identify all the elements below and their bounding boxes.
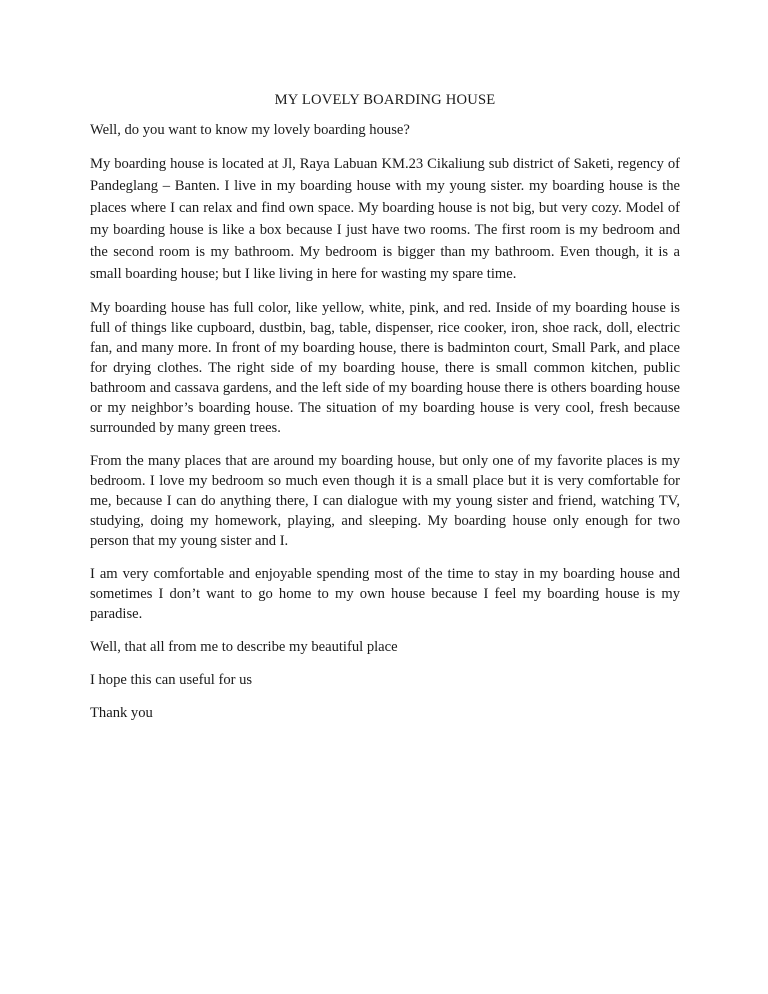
closing-paragraph: Well, that all from me to describe my beautiful place — [90, 639, 398, 655]
hope-paragraph: I hope this can useful for us — [90, 672, 253, 688]
location-paragraph: My boarding house is located at Jl, Raya Labuan KM.23 Cikaliung sub district of Saketi, regency of Pandeglang – Banten. I live in my boarding house with my young sister. my boarding house is the places where I can relax and find own space. My boarding house is not big, but very cozy. Model of my boarding house is like a box because I just have two rooms. The first room is my bedroom and the second room is my bathroom. My bedroom is bigger than my bathroom. Even though, it is a small boarding house; but I like living in here for wasting my spare time. — [90, 156, 680, 282]
intro-paragraph: Well, do you want to know my lovely boarding house? — [90, 122, 410, 138]
bedroom-paragraph: From the many places that are around my boarding house, but only one of my favorite places is my bedroom. I love my bedroom so much even though it is a small place but it is very comfortable for me, because I can do anything there, I can dialogue with my young sister and friend, watching TV, studying, doing my homework, playing, and sleeping. My boarding house only enough for two person that my young sister and I. — [90, 453, 680, 549]
document-body — [90, 90, 680, 736]
comfort-paragraph: I am very comfortable and enjoyable spending most of the time to stay in my boarding house and sometimes I don’t want to go home to my own house because I feel my boarding house is my paradise. — [90, 566, 680, 622]
contents-paragraph: My boarding house has full color, like yellow, white, pink, and red. Inside of my boarding house is full of things like cupboard, dustbin, bag, table, dispenser, rice cooker, iron, shoe rack, doll, electric fan, and many more. In front of my boarding house, there is badminton court, Small Park, and place for drying clothes. The right side of my boarding house, there is small common kitchen, public bathroom and cassava gardens, and the left side of my boarding house there is others boarding house or my neighbor’s boarding house. The situation of my boarding house is very cool, fresh because surrounded by many green trees. — [90, 300, 680, 436]
thanks-paragraph: Thank you — [90, 705, 153, 721]
document-title: MY LOVELY BOARDING HOUSE — [274, 92, 496, 108]
